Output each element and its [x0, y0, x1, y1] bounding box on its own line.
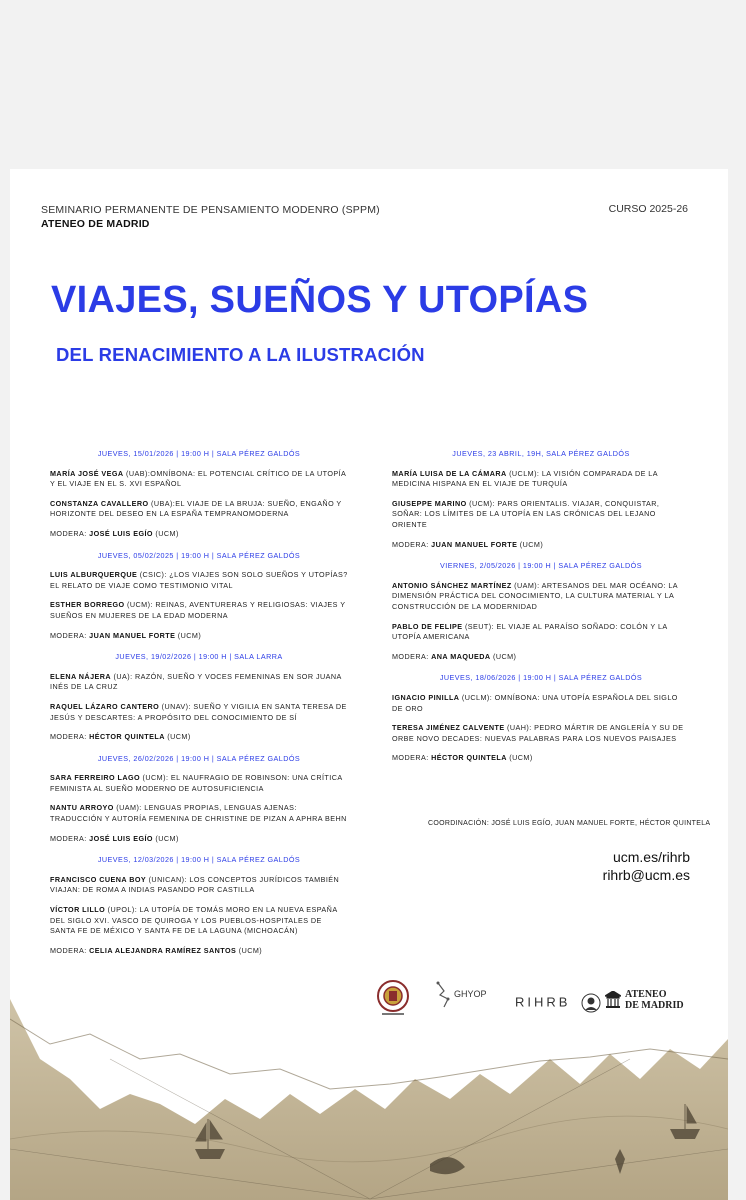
session-header: JUEVES, 19/02/2026 | 19:00 H | SALA LARRA	[115, 652, 283, 662]
ghyop-text: GHYOP	[454, 989, 487, 999]
coordination: COORDINACIÓN: JOSÉ LUIS EGÍO, JUAN MANUEL FORTE, HÉCTOR QUINTELA	[428, 820, 711, 827]
talk-entry	[50, 469, 348, 490]
speaker-name: ESTHER BORREGO	[50, 600, 125, 610]
moderator-line	[392, 540, 690, 551]
left-program-column	[50, 449, 348, 967]
moderator-line	[392, 753, 690, 764]
talk-entry	[392, 723, 690, 744]
talk-entry	[50, 875, 348, 896]
moderator-affiliation: (UCM)	[236, 945, 263, 955]
moderator-label: MODERA:	[50, 732, 90, 742]
talk-title: (UCLM): OMNÍBONA: UNA UTOPÍA ESPAÑOLA DEL SIGLO DE ORO	[392, 692, 678, 713]
talk-entry	[50, 773, 348, 794]
talk-title: (UCM): EL NAUFRAGIO DE ROBINSON: UNA CRÍTICA FEMINISTA AL SUEÑO MODERNO DE AUTOSUFICIENCIA	[50, 773, 343, 793]
talk-entry	[392, 622, 690, 643]
talk-entry	[392, 581, 690, 613]
moderator-label: MODERA:	[50, 630, 90, 640]
moderator-name: HÉCTOR QUINTELA	[89, 732, 165, 742]
session-header: JUEVES, 18/06/2026 | 19:00 H | SALA PÉREZ GALDÓS	[439, 673, 643, 683]
moderator-name: JUAN MANUEL FORTE	[431, 539, 518, 549]
moderator-label: MODERA:	[50, 833, 90, 843]
course-label: CURSO 2025-26	[608, 203, 688, 215]
ateneo-text-1: ATENEO	[625, 989, 667, 1000]
email-link[interactable]: rihrb@ucm.es	[602, 867, 690, 883]
talk-entry	[392, 693, 690, 714]
talk-entry	[50, 499, 348, 520]
talk-title: (UA): RAZÓN, SUEÑO Y VOCES FEMENINAS EN SOR JUANA INÉS DE LA CRUZ	[50, 671, 342, 692]
moderator-line	[50, 529, 348, 540]
speaker-name: RAQUEL LÁZARO CANTERO	[50, 701, 160, 711]
speaker-name: MARÍA JOSÉ VEGA	[50, 468, 124, 478]
session-header: JUEVES, 15/01/2026 | 19:00 H | SALA PÉREZ GALDÓS	[97, 449, 301, 458]
moderator-name: JOSÉ LUIS EGÍO	[89, 528, 153, 538]
talk-title: (UCM): REINAS, AVENTURERAS Y RELIGIOSAS: VIAJES Y SUEÑOS EN MUJERES DE LA EDAD MODERNA	[50, 600, 346, 620]
rihrb-text: RIHRB	[515, 994, 571, 1010]
talk-title: (UAH): PEDRO MÁRTIR DE ANGLERÍA Y SU DE ORBE NOVO DECADES: NUEVAS PALABRAS PARA LOS NUEVOS PAISAJES	[392, 723, 684, 743]
talk-entry	[392, 499, 690, 531]
talk-entry	[50, 600, 348, 621]
moderator-line	[50, 631, 348, 642]
speaker-name: VÍCTOR LILLO	[50, 905, 106, 915]
moderator-line	[392, 652, 690, 663]
moderator-label: MODERA:	[392, 651, 432, 661]
moderator-name: CELIA ALEJANDRA RAMÍREZ SANTOS	[89, 945, 237, 955]
poster-subtitle: DEL RENACIMIENTO A LA ILUSTRACIÓN	[56, 344, 425, 365]
moderator-affiliation: (UCM)	[506, 753, 533, 763]
talk-title: (UAM): LENGUAS PROPIAS, LENGUAS AJENAS: TRADUCCIÓN Y AUTORÍA FEMENINA DE CHRISTINE DE PIZAN A APHRA BEHN	[50, 803, 347, 824]
talk-title: (UNICAN): LOS CONCEPTOS JURÍDICOS TAMBIÉN VIAJAN: DE ROMA A INDIAS PASANDO POR CASTILLA	[50, 874, 340, 895]
talk-entry	[50, 702, 348, 723]
session-header: VIERNES, 2/05/2026 | 19:00 H | SALA PÉREZ GALDÓS	[440, 561, 642, 571]
moderator-affiliation: (UCM)	[490, 651, 517, 661]
talk-entry	[50, 672, 348, 693]
speaker-name: SARA FERREIRO LAGO	[50, 773, 141, 783]
talk-title: (SEUT): EL VIAJE AL PARAÍSO SOÑADO: COLÓN Y LA UTOPÍA AMERICANA	[392, 621, 668, 642]
speaker-name: TERESA JIMÉNEZ CALVENTE	[392, 723, 505, 733]
moderator-line	[50, 732, 348, 743]
moderator-affiliation: (UCM)	[175, 630, 202, 640]
antique-map-illustration	[10, 999, 728, 1200]
moderator-label: MODERA:	[50, 528, 90, 538]
contact-links	[603, 848, 690, 884]
speaker-name: ELENA NÁJERA	[50, 671, 112, 681]
talk-entry	[50, 803, 348, 824]
moderator-name: JOSÉ LUIS EGÍO	[89, 833, 153, 843]
speaker-name: NANTU ARROYO	[50, 803, 114, 813]
talk-title: (UPOL): LA UTOPÍA DE TOMÁS MORO EN LA NUEVA ESPAÑA DEL SIGLO XVI. VASCO DE QUIROGA Y LOS PUEBLOS-HOSPITALES DE SANTA FE DE MÉXICO Y SANTA FE DE LA LAGUNA (MICHOACÁN)	[50, 905, 338, 936]
talk-entry	[50, 570, 348, 591]
moderator-name: HÉCTOR QUINTELA	[431, 753, 507, 763]
speaker-name: FRANCISCO CUENA BOY	[50, 874, 147, 884]
speaker-name: GIUSEPPE MARINO	[392, 498, 467, 508]
session-header: JUEVES, 12/03/2026 | 19:00 H | SALA PÉREZ GALDÓS	[97, 855, 301, 865]
speaker-name: ANTONIO SÁNCHEZ MARTÍNEZ	[392, 580, 512, 590]
venue-name: ATENEO DE MADRID	[41, 218, 150, 230]
moderator-affiliation: (UCM)	[164, 732, 191, 742]
poster	[10, 169, 728, 1200]
moderator-label: MODERA:	[50, 945, 90, 955]
moderator-name: JUAN MANUEL FORTE	[89, 630, 176, 640]
talk-entry	[392, 469, 690, 490]
moderator-line	[50, 946, 348, 957]
talk-title: (CSIC): ¿LOS VIAJES SON SOLO SUEÑOS Y UTOPÍAS? EL RELATO DE VIAJE COMO TESTIMONIO VITAL	[50, 570, 348, 590]
talk-title: (UBA):EL VIAJE DE LA BRUJA: SUEÑO, ENGAÑO Y HORIZONTE DEL DESEO EN LA ESPAÑA TEMPRANOMODERNA	[50, 498, 342, 519]
seminar-name: SEMINARIO PERMANENTE DE PENSAMIENTO MODENRO (SPPM)	[41, 204, 380, 216]
session-header: JUEVES, 26/02/2026 | 19:00 H | SALA PÉREZ GALDÓS	[97, 753, 301, 763]
talk-title: (UCM): PARS ORIENTALIS. VIAJAR, CONQUISTAR, SOÑAR: LOS LÍMITES DE LA UTOPÍA EN LAS CRÓNICAS DEL LEJANO ORIENTE	[392, 498, 660, 529]
web-link[interactable]: ucm.es/rihrb	[612, 849, 690, 865]
moderator-label: MODERA:	[392, 753, 432, 763]
ateneo-text-2: DE MADRID	[625, 1000, 684, 1011]
speaker-name: MARÍA LUISA DE LA CÁMARA	[392, 468, 507, 478]
moderator-label: MODERA:	[392, 539, 432, 549]
talk-entry	[50, 905, 348, 937]
talk-title: (UAM): ARTESANOS DEL MAR OCÉANO: LA DIMENSIÓN PRÁCTICA DEL CONOCIMIENTO, LA CULTURA MATERIAL Y LA CONSTRUCCIÓN DE LA MODERNIDAD	[392, 580, 678, 611]
moderator-line	[50, 834, 348, 845]
poster-title: VIAJES, SUEÑOS Y UTOPÍAS	[51, 279, 589, 321]
talk-title: (UAB):OMNÍBONA: EL POTENCIAL CRÍTICO DE LA UTOPÍA Y EL VIAJE EN EL S. XVI ESPAÑOL	[50, 468, 346, 489]
moderator-affiliation: (UCM)	[152, 833, 179, 843]
right-program-column	[392, 449, 690, 775]
moderator-name: ANA MAQUEDA	[431, 651, 491, 661]
talk-title: (UNAV): SUEÑO Y VIGILIA EN SANTA TERESA DE JESÚS Y DESCARTES: A PROPÓSITO DEL CONOCIMIENTO DE SÍ	[50, 701, 347, 722]
header-left	[41, 203, 380, 231]
session-header: JUEVES, 05/02/2025 | 19:00 H | SALA PÉREZ GALDÓS	[97, 550, 301, 560]
speaker-name: CONSTANZA CAVALLERO	[50, 498, 149, 508]
speaker-name: PABLO DE FELIPE	[392, 621, 463, 631]
session-header: JUEVES, 23 ABRIL, 19H, SALA PÉREZ GALDÓS	[452, 449, 630, 458]
moderator-affiliation: (UCM)	[517, 539, 544, 549]
moderator-affiliation: (UCM)	[152, 528, 179, 538]
talk-title: (UCLM): LA VISIÓN COMPARADA DE LA MEDICINA HISPANA EN EL VIAJE DE TURQUÍA	[392, 468, 658, 489]
speaker-name: IGNACIO PINILLA	[392, 692, 460, 702]
speaker-name: LUIS ALBURQUERQUE	[50, 570, 138, 580]
